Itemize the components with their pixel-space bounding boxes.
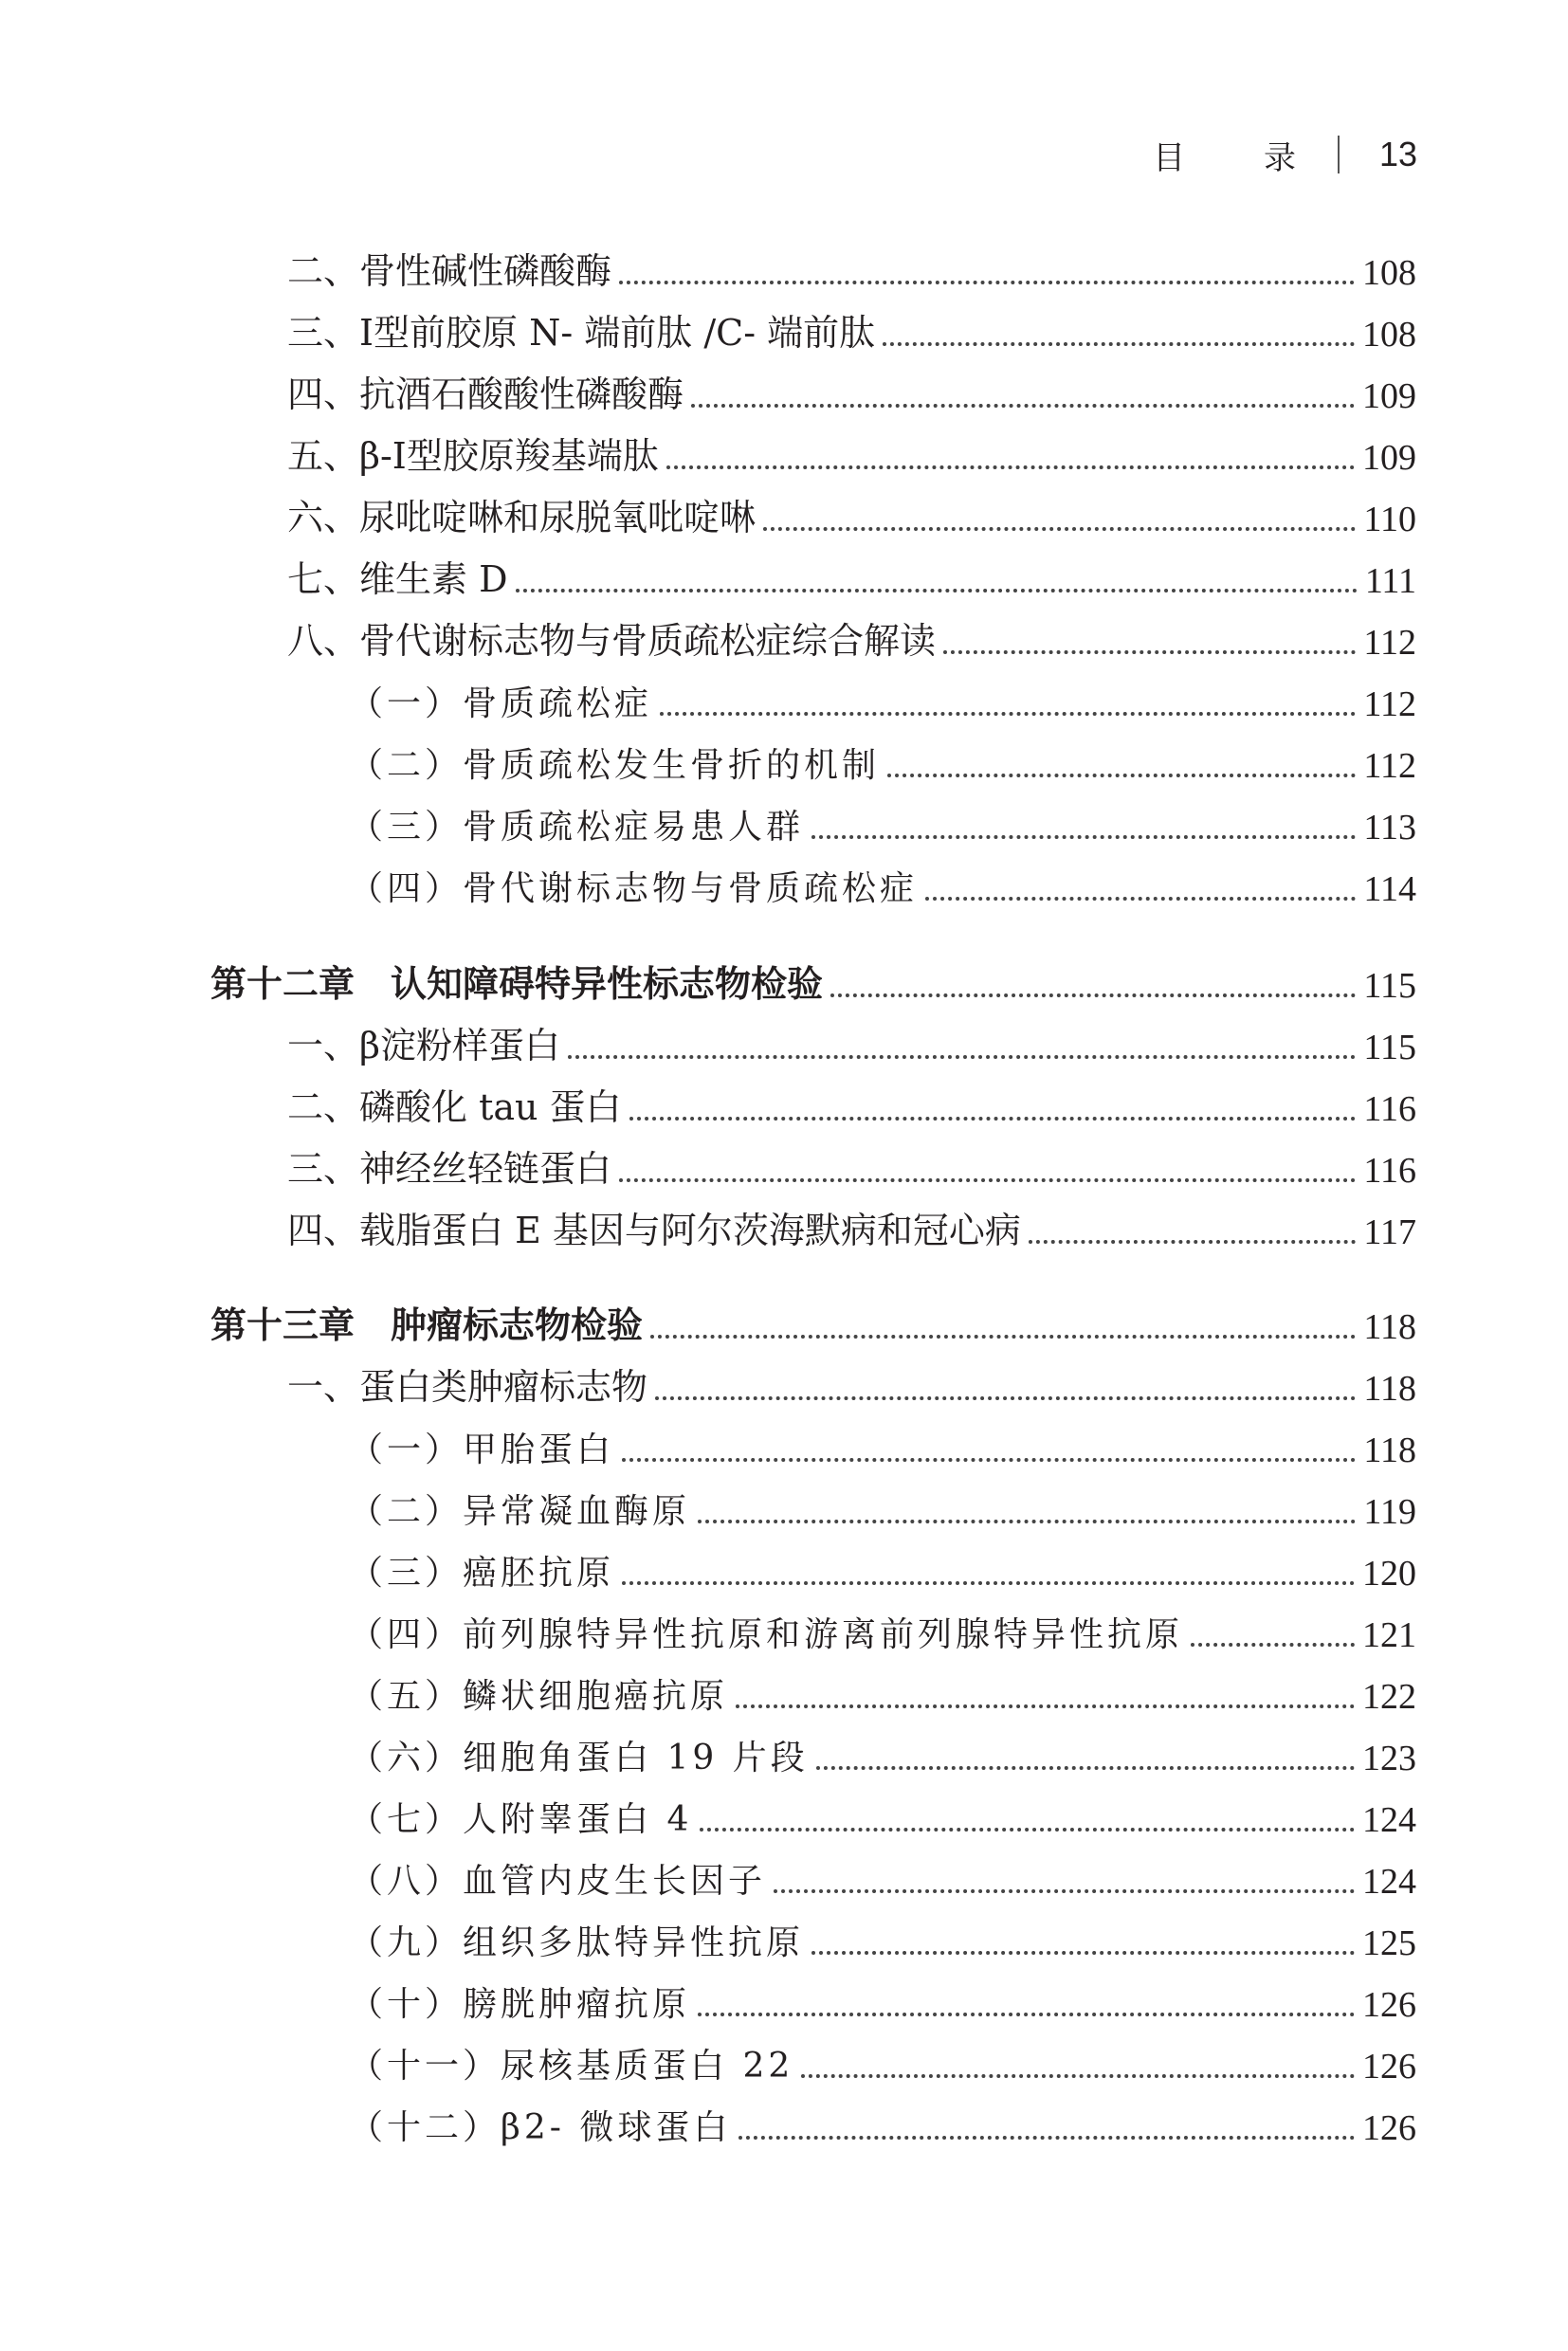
toc-entry-page: 108 [1362,315,1416,355]
leader-dots [774,1889,1355,1893]
leader-dots [830,993,1356,997]
toc-entry-page: 126 [1362,2108,1416,2148]
toc-entry [287,435,1416,479]
leader-dots [619,1178,1356,1182]
toc-entry-title: 第十二章 认知障碍特异性标志物检验 [210,963,824,1005]
toc-entry-title: 二、磷酸化 tau 蛋白 [287,1086,622,1128]
toc-entry [287,620,1416,664]
toc-entry [287,1366,1416,1410]
toc-entry [349,743,1416,787]
toc-entry-page: 118 [1363,1431,1416,1470]
toc-entry-title: 一、蛋白类肿瘤标志物 [287,1366,648,1408]
toc-entry-page: 109 [1362,376,1416,416]
toc-entry-page: 115 [1363,1028,1416,1067]
toc-entry [287,497,1416,540]
toc-entry [287,558,1416,602]
toc-entry-title: 三、神经丝轻链蛋白 [287,1148,612,1190]
leader-dots [660,712,1356,716]
toc-entry-title: 六、尿吡啶啉和尿脱氧吡啶啉 [287,497,757,538]
toc-entry-title: （一）骨质疏松症 [349,684,653,723]
toc-chapter-heading [210,1304,1416,1348]
toc-entry [287,1086,1416,1130]
header-divider [1338,136,1340,173]
toc-entry-page: 110 [1363,500,1416,539]
toc-entry-page: 124 [1362,1800,1416,1840]
toc-entry-page: 126 [1362,1985,1416,2025]
toc-entry-title: 五、β-Ⅰ型胶原羧基端肽 [287,435,659,477]
toc-entry-title: （四）前列腺特异性抗原和游离前列腺特异性抗原 [349,1615,1184,1654]
leader-dots [655,1396,1356,1400]
toc-entry [349,1489,1416,1533]
toc-entry-title: 四、载脂蛋白 E 基因与阿尔茨海默病和冠心病 [287,1210,1021,1251]
toc-entry-title: （八）血管内皮生长因子 [349,1862,767,1901]
toc-entry [349,2105,1416,2149]
leader-dots [619,281,1355,284]
toc-entry-page: 113 [1363,808,1416,847]
toc-entry-title: （十二）β2- 微球蛋白 [349,2108,732,2147]
toc-entry-title: 四、抗酒石酸酸性磷酸酶 [287,374,684,415]
leader-dots [568,1055,1356,1059]
toc-entry-page: 112 [1363,684,1416,724]
toc-entry [349,1613,1416,1656]
toc-entry-page: 123 [1362,1739,1416,1778]
toc-entry-title: （四）骨代谢标志物与骨质疏松症 [349,869,919,908]
toc-entry-title: 七、维生素 D [287,558,508,600]
toc-entry-title: （二）骨质疏松发生骨折的机制 [349,746,881,785]
toc-entry-page: 116 [1363,1151,1416,1191]
toc-entry-page: 115 [1363,966,1416,1006]
toc-entry-title: 二、骨性碱性磷酸酶 [287,250,612,292]
toc-entry [349,805,1416,848]
toc-entry-title: （六）细胞角蛋白 19 片段 [349,1739,809,1777]
toc-entry [349,866,1416,910]
header-page-number: 13 [1378,135,1417,173]
leader-dots [763,527,1356,531]
toc-entry-title: 八、骨代谢标志物与骨质疏松症综合解读 [287,620,937,662]
leader-dots [925,897,1356,901]
toc-entry-title: （九）组织多肽特异性抗原 [349,1923,805,1962]
toc-entry-page: 112 [1363,746,1416,786]
toc-entry [349,1428,1416,1471]
leader-dots [622,1458,1356,1462]
toc-entry-title: （七）人附睾蛋白 4 [349,1800,693,1839]
leader-dots [698,2013,1355,2016]
leader-dots [516,589,1358,592]
leader-dots [691,404,1355,408]
toc-entry-page: 117 [1363,1212,1416,1252]
toc-entry-page: 122 [1362,1677,1416,1717]
leader-dots [700,1828,1355,1832]
toc-entry [349,1859,1416,1903]
toc-entry-title: （十）膀胱肿瘤抗原 [349,1985,691,2024]
leader-dots [1191,1643,1355,1647]
toc-entry [349,1551,1416,1595]
toc-entry-title: （一）甲胎蛋白 [349,1431,615,1469]
toc-entry [349,2044,1416,2087]
toc-entry [287,250,1416,294]
leader-dots [736,1704,1355,1708]
leader-dots [698,1520,1356,1523]
toc-entry-page: 119 [1363,1492,1416,1532]
running-header [1153,131,1417,178]
toc-entry-page: 120 [1362,1554,1416,1594]
toc-entry-title: 三、Ⅰ型前胶原 N- 端前肽 /C- 端前肽 [287,312,876,354]
toc-entry [287,1210,1416,1253]
leader-dots [801,2074,1355,2078]
toc-entry [349,682,1416,725]
leader-dots [811,1951,1355,1955]
toc-entry-title: （三）癌胚抗原 [349,1554,615,1593]
toc-entry-page: 114 [1363,869,1416,909]
leader-dots [629,1117,1357,1121]
toc-entry [287,374,1416,417]
leader-dots [883,342,1355,346]
toc-entry-page: 118 [1363,1369,1416,1409]
leader-dots [666,465,1355,469]
toc-entry-page: 116 [1363,1089,1416,1129]
toc-entry-title: （二）异常凝血酶原 [349,1492,691,1531]
leader-dots [887,774,1356,777]
toc-entry [349,1921,1416,1964]
toc-entry-title: （五）鳞状细胞癌抗原 [349,1677,729,1716]
header-title: 目 录 [1153,138,1330,177]
toc-entry-title: （三）骨质疏松症易患人群 [349,808,805,847]
toc-entry-title: 一、β淀粉样蛋白 [287,1025,560,1066]
toc-entry [349,1797,1416,1841]
toc-entry [287,1148,1416,1192]
toc-entry [349,1736,1416,1779]
toc-chapter-heading [210,963,1416,1007]
toc-entry-page: 112 [1363,623,1416,663]
leader-dots [738,2136,1355,2140]
toc-entry-page: 111 [1364,561,1416,601]
toc-entry-page: 126 [1362,2047,1416,2087]
leader-dots [943,650,1356,654]
leader-dots [811,835,1356,839]
toc-entry-title: （十一）尿核基质蛋白 22 [349,2047,794,2086]
leader-dots [1029,1240,1357,1244]
toc-entry [287,312,1416,355]
toc-entry-page: 121 [1362,1615,1416,1655]
toc-entry-page: 124 [1362,1862,1416,1902]
toc-entry-page: 118 [1363,1307,1416,1347]
toc-entry-page: 109 [1362,438,1416,478]
leader-dots [816,1766,1355,1770]
toc-entry [349,1982,1416,2026]
toc-entry [287,1025,1416,1068]
leader-dots [622,1581,1355,1585]
toc-entry-title: 第十三章 肿瘤标志物检验 [210,1304,644,1346]
toc-entry [349,1674,1416,1718]
leader-dots [650,1335,1356,1339]
toc-entry-page: 125 [1362,1923,1416,1963]
toc-entry-page: 108 [1362,253,1416,293]
